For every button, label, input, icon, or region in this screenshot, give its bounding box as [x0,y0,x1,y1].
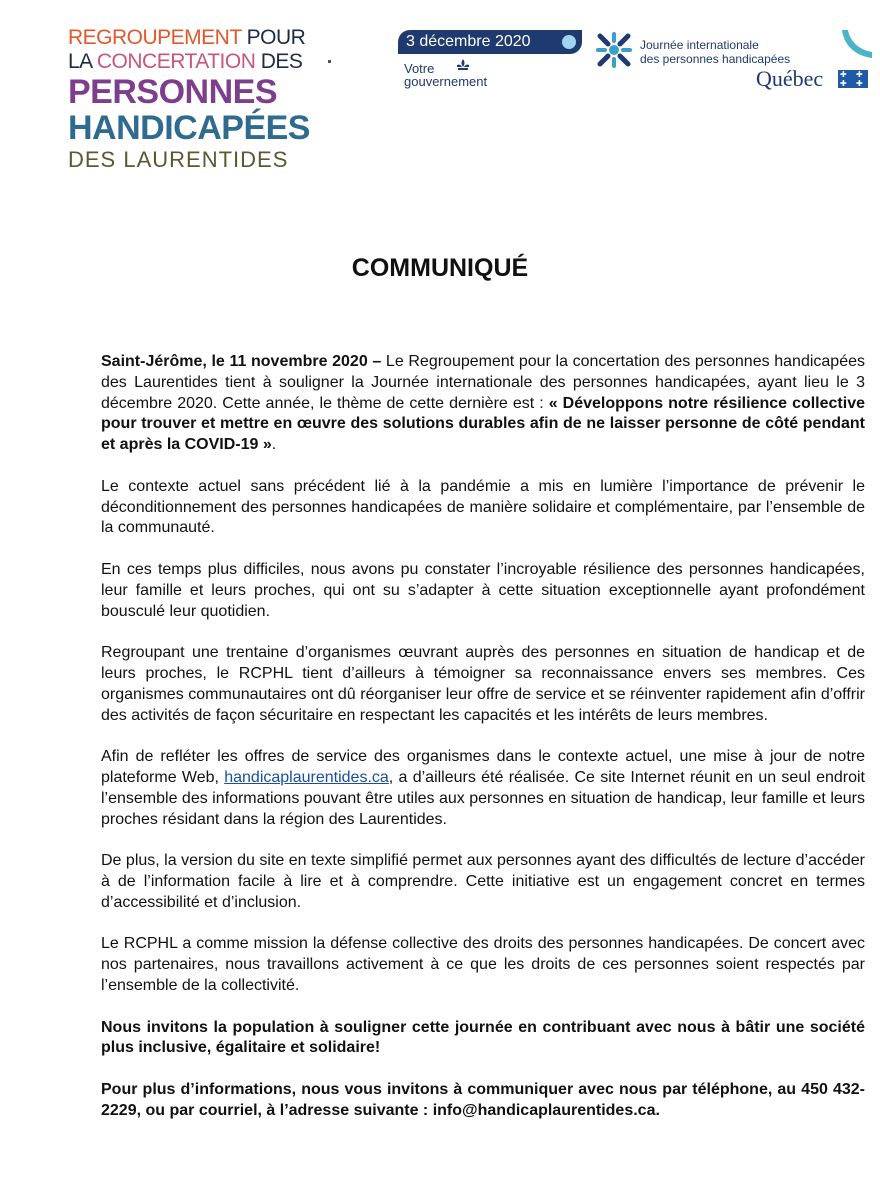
logo-word-concertation: CONCERTATION [96,50,256,73]
gov-line-1: Votre [404,61,435,76]
journee-line-1: Journée internationale [640,38,759,52]
quebec-wordmark: Québec [756,66,824,91]
gouvernement-logo [404,62,487,88]
logo-word-pour: POUR [246,26,306,49]
journee-line-2: des personnes handicapées [640,52,791,66]
intro-end: . [271,436,277,454]
journee-internationale-text [640,38,790,66]
logo-line-laurentides: DES LAURENTIDES [68,147,289,172]
fleur-de-lis-icon [456,58,470,72]
paragraph-context: Le contexte actuel sans précédent lié à la pandémie a mis en lumière l’importance de prévenir le déconditionnement des personnes handicapées de manière solidaire et complémentaire, par l’ensemble de la communauté. [101,477,865,537]
gov-line-2: gouvernement [404,74,488,89]
date-banner [398,30,582,54]
paragraph-intro [101,352,865,456]
logo-dot [328,60,331,63]
quebec-flag-icon: ✚ ✚ ✚ ✚ [838,70,868,88]
website-link[interactable]: handicaplaurentides.ca [224,768,389,786]
logo-line-personnes: PERSONNES [68,73,277,111]
logo-word-des: DES [260,50,303,73]
paragraph-members: Regroupant une trentaine d’organismes œuvrant auprès des personnes en situation de handicap et de leurs proches, le RCPHL tient d’ailleurs à témoigner sa reconnaissance envers ses membres. Ces organismes communautaires ont dû réorganiser leur offre de service et se réinventer rapidement afin d’offrir des activités de façon sécuritaire en respectant les capacités et les intérêts de leurs membres. [101,644,865,724]
quebec-swoosh-icon [838,28,874,64]
logo-line-handicapees: HANDICAPÉES [68,109,310,147]
theme-quote: « Développons notre résilience collective pour trouver et mettre en œuvre des solutions durables afin de ne laisser personne de côté pendant et après la COVID-19 » [101,394,865,454]
date-banner-text: 3 décembre 2020 [406,33,531,50]
intro-text: Le Regroupement pour la concertation des personnes handicapées des Laurentides tient à souligner la Journée internationale des personnes handicapées, ayant lieu le 3 décembre 2020. Cette année, le thème de cette dernière est : [101,353,865,412]
paragraph-simplified: De plus, la version du site en texte simplifié permet aux personnes ayant des difficultés de lecture d’accéder à de l’information facile à lire et à comprendre. Cette initiative est un engagement concret en termes d’accessibilité et d’inclusion. [101,852,865,911]
paragraph-platform [101,747,865,830]
platform-text-after: , a d’ailleurs été réalisée. Ce site Internet réunit en un seul endroit l’ensemble des informations pouvant être utiles aux personnes en situation de handicap, leur famille et leurs proches résidant dans la région des Laurentides. [101,768,865,828]
logo-word-la: LA [68,50,92,73]
logo-word-regroupement: REGROUPEMENT [68,26,242,49]
dateline: Saint-Jérôme, le 11 novembre 2020 – [101,353,382,370]
paragraph-contact: Pour plus d’informations, nous vous invitons à communiquer avec nous par téléphone, au 450 432-2229, ou par courriel, à l’adresse suivante : info@handicaplaurentides.ca. [101,1080,865,1119]
circle-icon [562,35,576,49]
platform-text-before: Afin de refléter les offres de service des organismes dans le contexte actuel, une mise à jour de notre plateforme Web, [101,748,865,786]
logo-line-2 [68,50,328,74]
page-title: COMMUNIQUÉ [351,254,529,282]
journee-internationale-icon [596,32,632,68]
paragraph-resilience: En ces temps plus difficiles, nous avons pu constater l’incroyable résilience des personnes handicapées, leur famille et leurs proches, qui ont su s’adapter à cette situation exceptionnelle ayant profondément bousculé leur quotidien. [101,560,865,620]
logo-line-1 [68,26,328,50]
rcphl-logo [68,26,328,174]
paragraph-invitation: Nous invitons la population à souligner cette journée en contribuant avec nous à bâtir une société plus inclusive, égalitaire et solidaire! [101,1018,865,1057]
paragraph-mission: Le RCPHL a comme mission la défense collective des droits des personnes handicapées. De concert avec nos partenaires, nous travaillons activement à ce que les droits de ces personnes soient respectés par l’ensemble de la collectivité. [101,935,865,994]
communique-body [101,352,865,1142]
